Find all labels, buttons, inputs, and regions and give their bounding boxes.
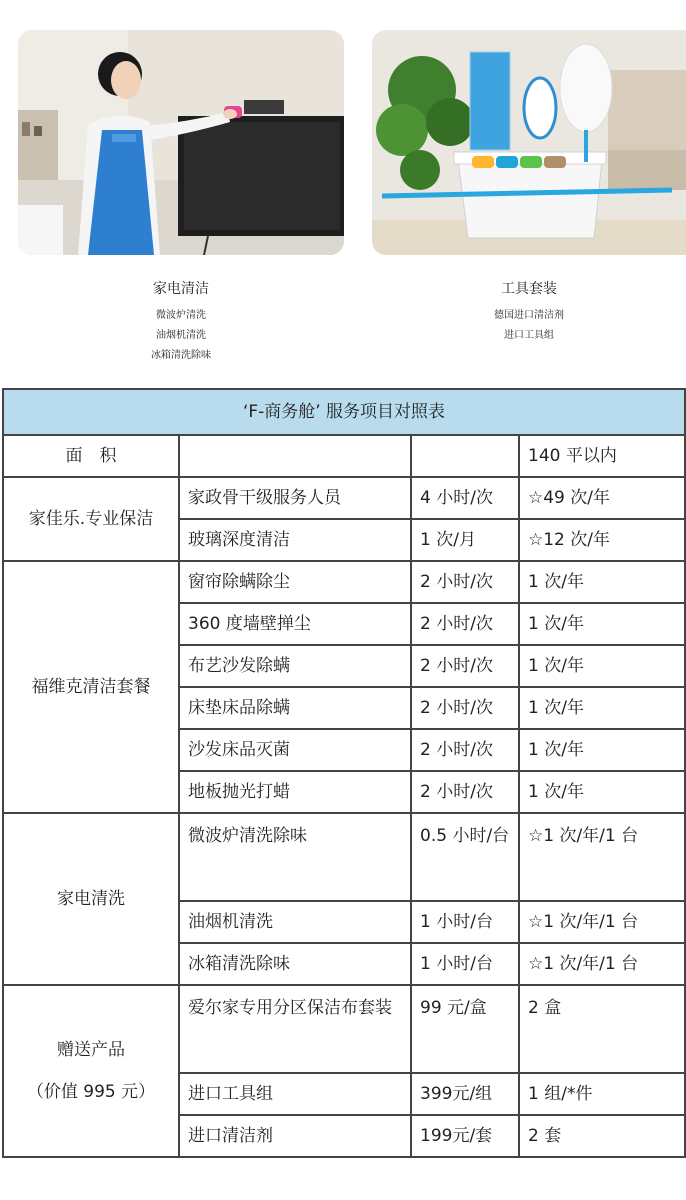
service-unit: 0.5 小时/台 <box>411 813 519 901</box>
table-header-row <box>3 435 685 477</box>
caption-title: 家电清洁 <box>153 281 209 297</box>
group-label: 家佳乐.专业保洁 <box>3 477 179 561</box>
service-frequency: 1 次/年 <box>519 687 685 729</box>
table-row <box>3 561 685 603</box>
service-unit: 2 小时/次 <box>411 561 519 603</box>
caption-title: 工具套装 <box>501 281 557 297</box>
service-frequency: ☆49 次/年 <box>519 477 685 519</box>
service-unit: 2 小时/次 <box>411 771 519 813</box>
service-unit: 1 小时/台 <box>411 901 519 943</box>
table-title: ‘F-商务舱’ 服务项目对照表 <box>3 389 685 435</box>
tool-kit-caption <box>366 278 686 346</box>
service-frequency: ☆1 次/年/1 台 <box>519 943 685 985</box>
service-frequency: 2 盒 <box>519 985 685 1073</box>
service-unit: 2 小时/次 <box>411 603 519 645</box>
table-row <box>3 813 685 901</box>
service-item: 冰箱清洗除味 <box>179 943 411 985</box>
service-item: 窗帘除螨除尘 <box>179 561 411 603</box>
service-unit: 2 小时/次 <box>411 687 519 729</box>
service-frequency: 1 次/年 <box>519 771 685 813</box>
table-row <box>3 477 685 519</box>
appliance-cleaning-caption <box>18 278 344 366</box>
service-frequency: ☆1 次/年/1 台 <box>519 901 685 943</box>
table-row <box>3 985 685 1073</box>
area-label: 面 积 <box>3 435 179 477</box>
service-unit: 199元/套 <box>411 1115 519 1157</box>
header-cell <box>411 435 519 477</box>
service-item: 360 度墙壁掸尘 <box>179 603 411 645</box>
service-unit: 99 元/盒 <box>411 985 519 1073</box>
service-unit: 399元/组 <box>411 1073 519 1115</box>
service-item: 布艺沙发除螨 <box>179 645 411 687</box>
service-frequency: 1 次/年 <box>519 729 685 771</box>
service-frequency: 1 次/年 <box>519 603 685 645</box>
gift-group-label <box>3 985 179 1157</box>
service-unit: 4 小时/次 <box>411 477 519 519</box>
caption-line: 德国进口清洁剂 <box>494 310 564 321</box>
service-frequency: ☆1 次/年/1 台 <box>519 813 685 901</box>
service-unit: 2 小时/次 <box>411 729 519 771</box>
service-item: 进口工具组 <box>179 1073 411 1115</box>
group-label: 福维克清洁套餐 <box>3 561 179 813</box>
service-unit: 2 小时/次 <box>411 645 519 687</box>
service-item: 沙发床品灭菌 <box>179 729 411 771</box>
area-value: 140 平以内 <box>519 435 685 477</box>
service-item: 玻璃深度清洁 <box>179 519 411 561</box>
caption-line: 冰箱清洗除味 <box>151 350 211 361</box>
service-unit: 1 小时/台 <box>411 943 519 985</box>
group-value-note: （价值 995 元） <box>26 1082 156 1102</box>
service-unit: 1 次/月 <box>411 519 519 561</box>
service-frequency: 2 套 <box>519 1115 685 1157</box>
service-item: 进口清洁剂 <box>179 1115 411 1157</box>
service-frequency: 1 次/年 <box>519 645 685 687</box>
service-item: 家政骨干级服务人员 <box>179 477 411 519</box>
service-frequency: 1 组/*件 <box>519 1073 685 1115</box>
caption-line: 油烟机清洗 <box>156 330 206 341</box>
group-label: 家电清洗 <box>3 813 179 985</box>
group-label: 赠送产品 <box>57 1040 125 1060</box>
service-frequency: ☆12 次/年 <box>519 519 685 561</box>
service-frequency: 1 次/年 <box>519 561 685 603</box>
appliance-cleaning-photo <box>18 30 344 255</box>
caption-line: 微波炉清洗 <box>156 310 206 321</box>
service-comparison-table <box>2 388 684 1158</box>
header-cell <box>179 435 411 477</box>
table-title-row <box>3 389 685 435</box>
service-item: 床垫床品除螨 <box>179 687 411 729</box>
service-item: 微波炉清洗除味 <box>179 813 411 901</box>
tool-kit-photo <box>372 30 686 255</box>
caption-line: 进口工具组 <box>504 330 554 341</box>
service-item: 爱尔家专用分区保洁布套装 <box>179 985 411 1073</box>
service-item: 地板抛光打蜡 <box>179 771 411 813</box>
service-item: 油烟机清洗 <box>179 901 411 943</box>
